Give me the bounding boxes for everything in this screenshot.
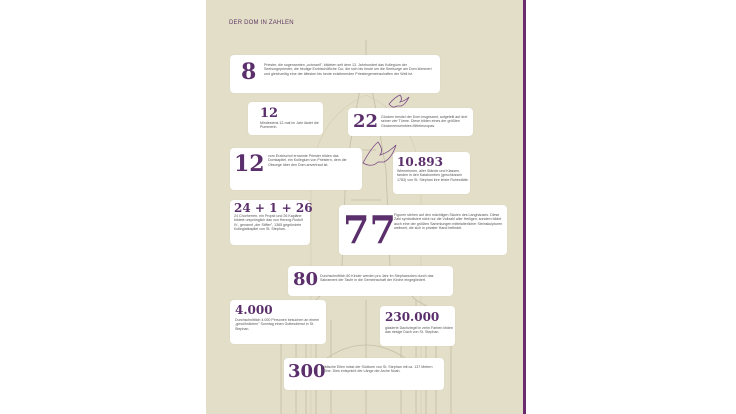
fact-card-kollegiatkapitel: [230, 200, 313, 245]
page-header: DER DOM IN ZAHLEN: [229, 20, 294, 26]
fact-card-ellen: [284, 358, 444, 390]
fact-text: Durchschnittlich 4.000 Personen besuchen an einem „gewöhnlichen" Sonntag einen Gottesdienst in St. Stephan.: [235, 318, 320, 331]
fact-number: 77: [343, 207, 396, 252]
fact-text: vom Erzbischof ernannte Priester bilden das Domkapitel, ein Kollegium von Priestern, dem die Obsorge über den Dom anvertraut ist.: [268, 154, 347, 167]
fact-text: Durchschnittlich 80 Kinder werden pro Jahr im Stephansdom durch das Sakrament der Taufe in die Gemeinschaft der Kirche eingegliedert.: [320, 274, 434, 283]
fact-number: 12: [234, 151, 265, 177]
fact-card-glocken: [348, 108, 473, 136]
fact-number: 80: [293, 269, 319, 290]
fact-text: Figuren stehen auf den mächtigen Säulen des Langhauses. Diese Zahl symbolisiert nicht nur die Vollzahl aller Heiligen, sondern bildet auch eine der größten Sammlungen mittelalterlicher Steinskulpturen weltweit, die sich in privater Hand befindet.: [394, 213, 503, 231]
fact-text: biblische Ellen misst der Südturm von St. Stephan mit ca. 137 Metern Höhe. Dies entspricht der Länge der Arche Noah.: [322, 365, 433, 374]
fact-card-pummerin: [248, 102, 323, 135]
fact-number: 10.893: [397, 155, 443, 169]
fact-card-katakomben: [393, 152, 470, 194]
fact-number: 8: [241, 59, 257, 85]
fact-card-taufe: [288, 266, 453, 296]
fact-card-gottesdienst: [230, 300, 326, 344]
fact-text: Priester, die sogenannten „octonarii", bildeten seit dem 13. Jahrhundert das Kollegium der Seelsorgepriester, die heutige Erzbischöfliche Cur, die sich bis heute um die Seelsorge am Dom kümmert und gleichzeitig eine der ältesten bis heute existierenden Priestergemeinschaften der Welt ist.: [264, 63, 432, 76]
fact-text: Glocken besitzt der Dom insgesamt, aufgeteilt auf drei seiner vier Türme. Diese bilden eines der größten Glockenensembles Mitteleuropas.: [381, 115, 468, 128]
fact-number: 24 + 1 + 26: [234, 201, 313, 215]
fact-card-priester: [230, 55, 440, 93]
fact-text: 24 Chorherren, ein Propst und 26 Kapläne bildete ursprünglich das von Herzog Rudolf IV., genannt „der Stifter", 1365 gegründete Kollegiatkapitel von St. Stephan.: [234, 214, 303, 232]
dove-icon: [363, 142, 396, 165]
fact-text: Wienerinnen, aller Stände und Klassen, fanden in den Katakomben (geschlossen 1783) von St. Stephan ihre letzte Ruhestätte.: [397, 169, 469, 182]
fact-number: 12: [260, 106, 279, 121]
fact-text: Mindestens 12-mal im Jahr läutet die Pummerin.: [260, 121, 319, 130]
fact-number: 300: [288, 361, 326, 382]
fact-number: 22: [353, 111, 379, 132]
fact-card-domkapitel: [230, 148, 362, 190]
fact-number: 230.000: [385, 310, 440, 324]
fact-card-figuren: [339, 205, 507, 255]
dove-icon-small: [389, 95, 409, 107]
fact-number: 4.000: [235, 303, 273, 317]
infographic-page: [206, 0, 526, 414]
fact-card-dachziegel: [380, 306, 455, 346]
fact-text: glasierte Dachziegel in zehn Farben bilden das riesige Dach von St. Stephan.: [385, 326, 453, 335]
